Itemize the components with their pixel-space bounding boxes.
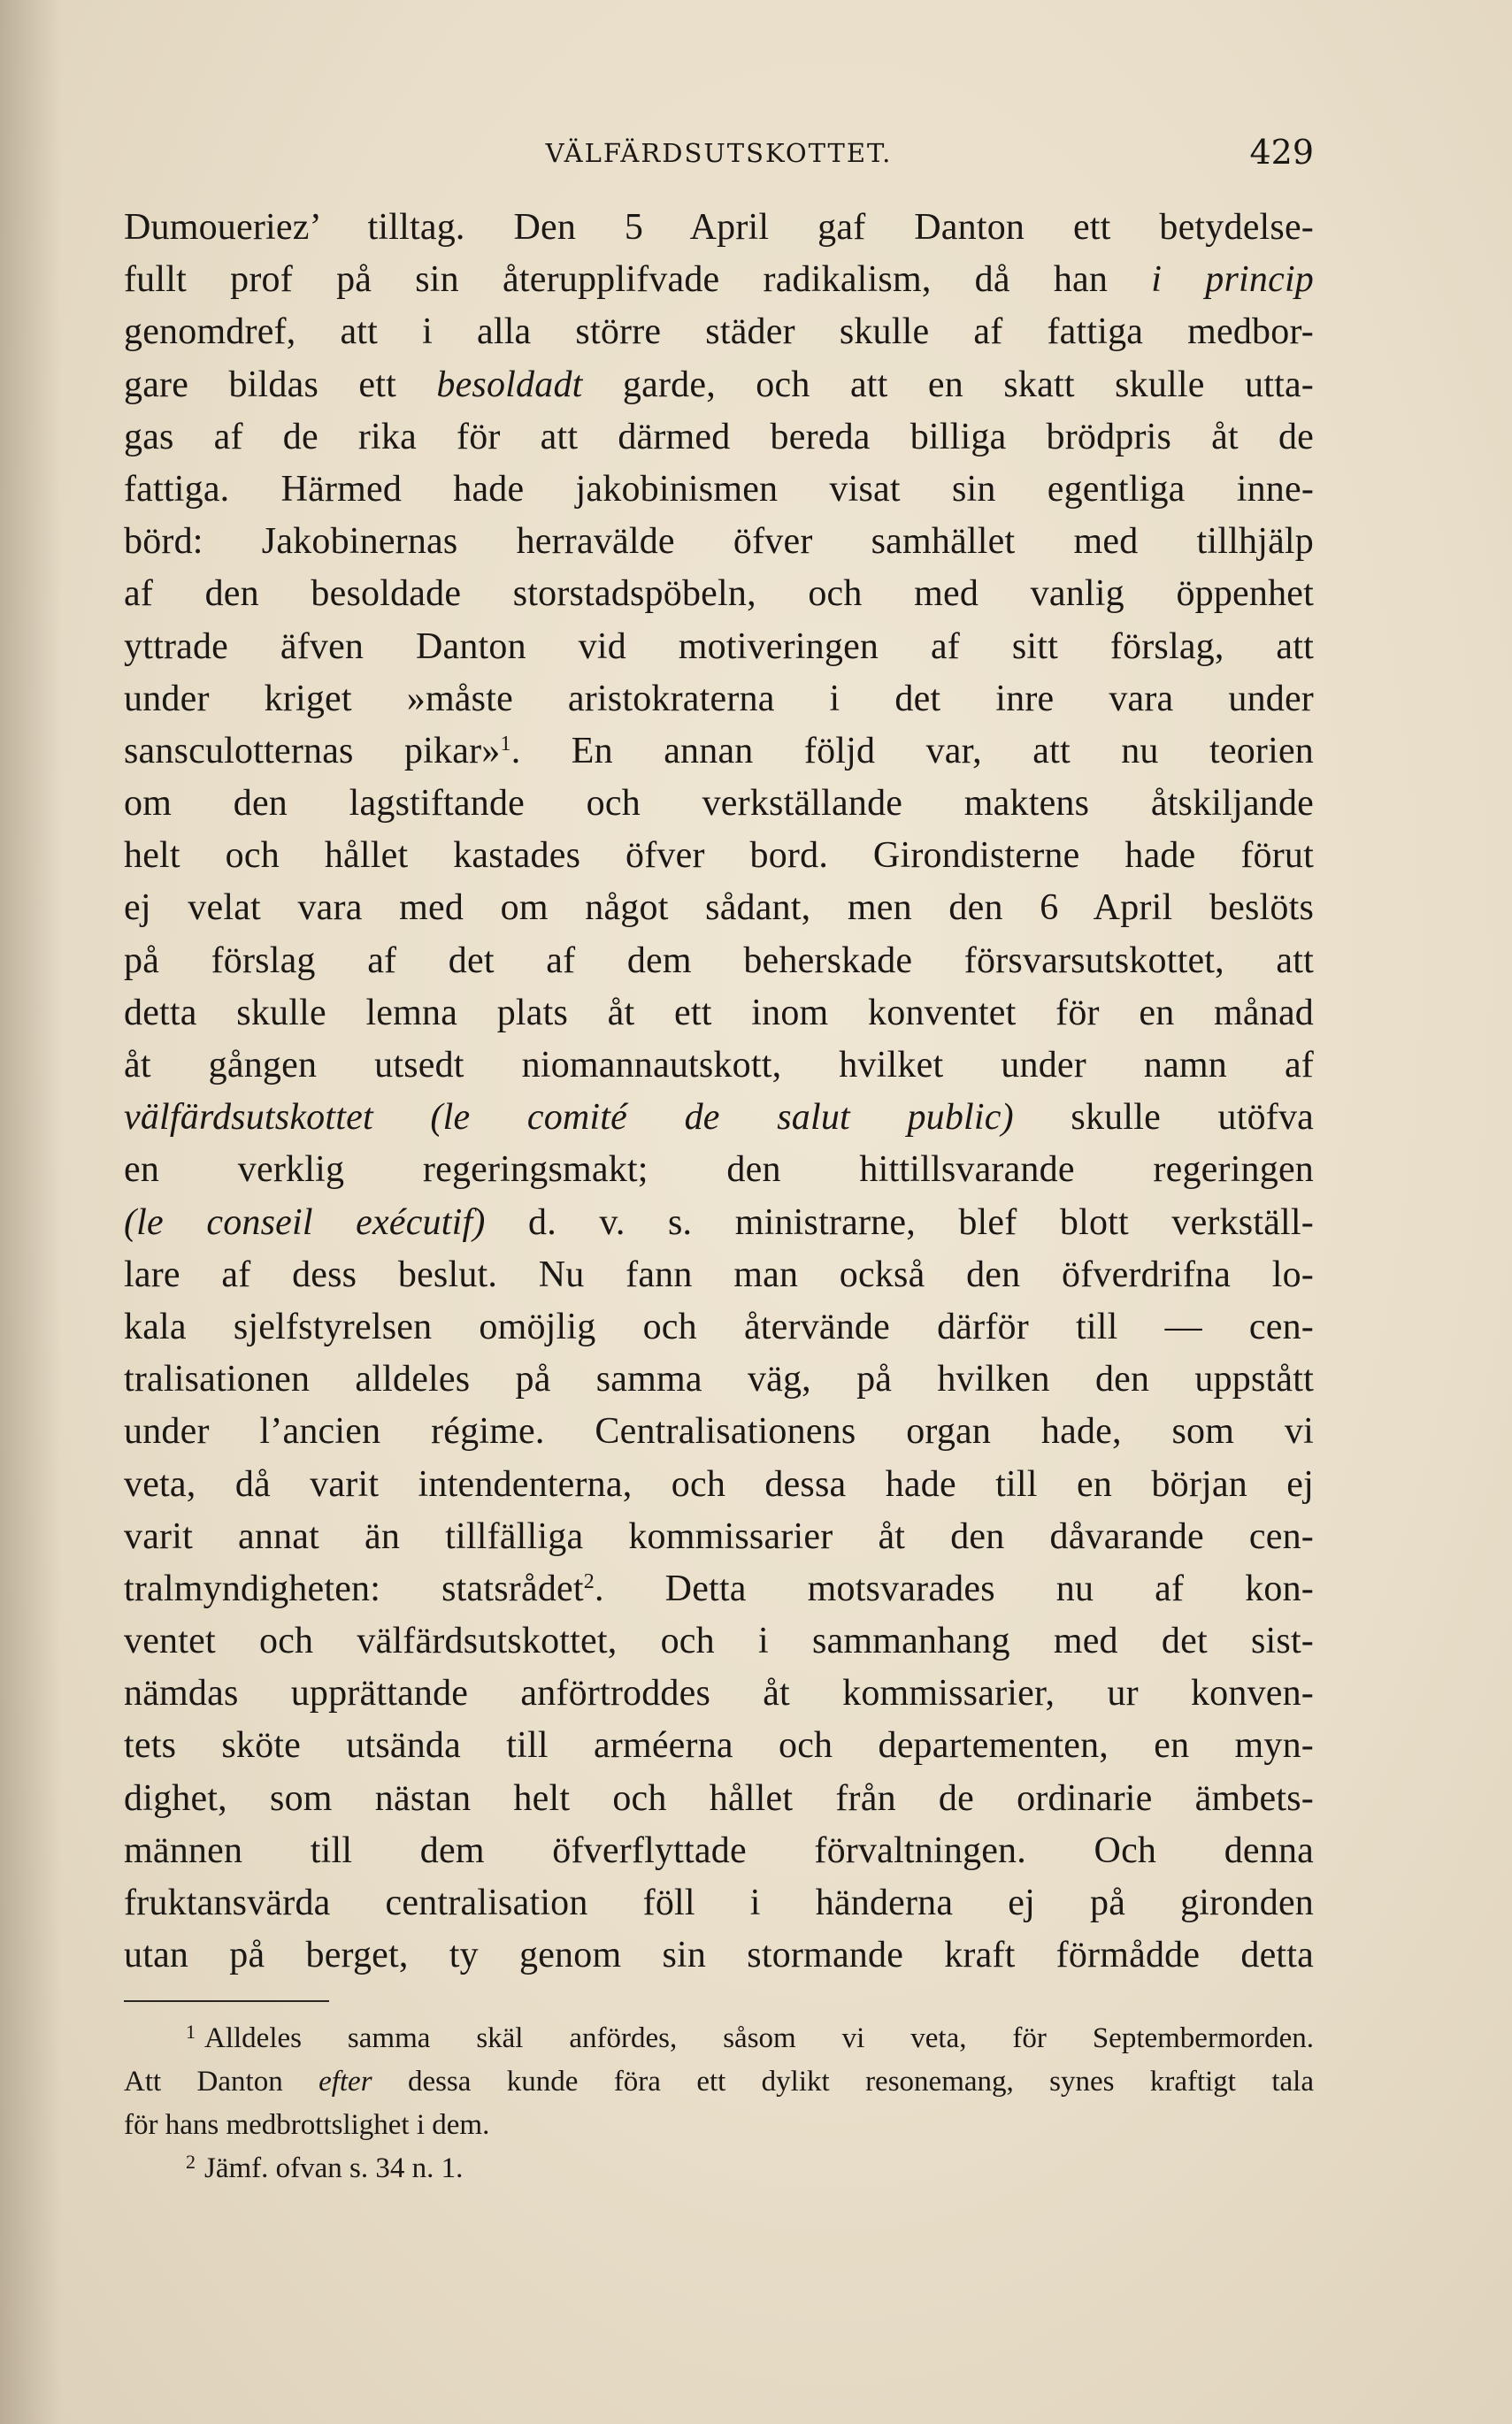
text-segment: börd: Jakobinernas herravälde öfver samhället med tillhjälp xyxy=(124,521,1314,563)
text-segment: d. v. s. ministrarne, blef blott verkställ- xyxy=(485,1201,1314,1243)
page-number: 429 xyxy=(1249,133,1314,172)
footnote-rule xyxy=(124,2000,329,2002)
text-line xyxy=(124,882,1314,934)
text-segment: på förslag af det af dem beherskade försvarsutskottet, att xyxy=(124,940,1314,981)
text-line xyxy=(124,306,1314,358)
text-line xyxy=(124,1511,1314,1563)
text-line xyxy=(124,1615,1314,1668)
text-segment: Alldeles samma skäl anfördes, såsom vi veta, för Septembermorden. xyxy=(204,2022,1314,2054)
text-segment: en verklig regeringsmakt; den hittillsvarande regeringen xyxy=(124,1149,1314,1191)
text-segment: utan på berget, ty genom sin stormande kraft förmådde detta xyxy=(124,1935,1314,1976)
text-line xyxy=(124,1459,1314,1511)
text-segment: Dumoueriez’ tilltag. Den 5 April gaf Danton ett betydelse- xyxy=(124,207,1314,248)
text-segment: garde, och att en skatt skulle utta- xyxy=(582,364,1314,405)
text-line xyxy=(124,830,1314,882)
running-head: VÄLFÄRDSUTSKOTTET. xyxy=(545,138,893,168)
text-line xyxy=(124,1929,1314,1982)
text-line xyxy=(124,1354,1314,1406)
text-line xyxy=(124,1249,1314,1301)
text-line xyxy=(124,1563,1314,1615)
text-segment: åt gången utsedt niomannautskott, hvilket under namn af xyxy=(124,1045,1314,1085)
text-line xyxy=(124,568,1314,620)
text-line xyxy=(124,1092,1314,1144)
italic-text: (le conseil exécutif) xyxy=(124,1201,486,1243)
footnote-mark: 1 xyxy=(186,2021,196,2043)
text-segment: dighet, som nästan helt och hållet från de ordinarie ämbets- xyxy=(124,1777,1314,1819)
text-segment: skulle utöfva xyxy=(1013,1097,1314,1139)
italic-text: välfärdsutskottet (le comité de salut public) xyxy=(124,1097,1014,1139)
text-segment: kala sjelfstyrelsen omöjlig och återvände därför till — cen- xyxy=(124,1306,1314,1347)
text-segment: genomdref, att i alla större städer skulle af fattiga medbor- xyxy=(124,311,1314,353)
footnote-mark: 2 xyxy=(186,2151,196,2173)
italic-text: efter xyxy=(319,2066,372,2098)
text-line xyxy=(124,464,1314,516)
text-segment: fullt prof på sin återupplifvade radikalism, då han xyxy=(124,259,1152,301)
text-segment: detta skulle lemna plats åt ett inom konventet för en månad xyxy=(124,992,1314,1033)
text-segment: om den lagstiftande och verkställande maktens åtskiljande xyxy=(124,783,1314,825)
text-segment: ventet och välfärdsutskottet, och i sammanhang med det sist- xyxy=(124,1621,1314,1662)
text-segment: lare af dess beslut. Nu fann man också den öfverdrifna lo- xyxy=(124,1254,1314,1295)
footnotes xyxy=(124,2017,1314,2190)
text-segment: fattiga. Härmed hade jakobinismen visat sin egentliga inne- xyxy=(124,468,1314,510)
text-line xyxy=(124,935,1314,987)
footnote-line xyxy=(124,2147,1314,2190)
text-segment: helt och hållet kastades öfver bord. Girondisterne hade förut xyxy=(124,835,1314,877)
text-segment: under l’ancien régime. Centralisationens organ hade, som vi xyxy=(124,1411,1314,1453)
text-segment: gare bildas ett xyxy=(124,364,437,405)
footnote-line xyxy=(124,2060,1314,2104)
text-line xyxy=(124,516,1314,568)
text-line xyxy=(124,778,1314,830)
text-segment: fruktansvärda centralisation föll i händerna ej på gironden xyxy=(124,1883,1314,1923)
text-segment: under kriget »måste aristokraterna i det inre vara under xyxy=(124,678,1314,719)
text-segment: ej velat vara med om något sådant, men den 6 April beslöts xyxy=(124,887,1314,929)
text-segment: gas af de rika för att därmed bereda billiga brödpris åt de xyxy=(124,416,1314,457)
text-line xyxy=(124,254,1314,306)
text-line xyxy=(124,987,1314,1039)
footnote-line xyxy=(124,2017,1314,2060)
text-segment: för hans medbrottslighet i dem. xyxy=(124,2109,490,2141)
text-segment: sansculotternas pikar» xyxy=(124,730,501,771)
text-line xyxy=(124,673,1314,725)
text-line xyxy=(124,1773,1314,1825)
text-segment: tralmyndigheten: statsrådet xyxy=(124,1568,584,1609)
text-segment: männen till dem öfverflyttade förvaltningen. Och denna xyxy=(124,1830,1314,1871)
text-segment: varit annat än tillfälliga kommissarier åt den dåvarande cen- xyxy=(124,1515,1314,1557)
text-segment: tralisationen alldeles på samma väg, på hvilken den uppstått xyxy=(124,1359,1314,1400)
text-line xyxy=(124,1197,1314,1249)
italic-text: i princip xyxy=(1151,259,1315,301)
text-line xyxy=(124,1877,1314,1929)
text-segment: yttrade äfven Danton vid motiveringen af sitt förslag, att xyxy=(124,625,1314,667)
text-segment: . Detta motsvarades nu af kon- xyxy=(594,1568,1314,1609)
text-line xyxy=(124,1406,1314,1458)
footnote-reference: 1 xyxy=(500,732,511,756)
text-line xyxy=(124,1720,1314,1772)
page-header xyxy=(124,131,1314,177)
body-text xyxy=(124,202,1314,1982)
footnote-line xyxy=(124,2104,1314,2147)
text-line xyxy=(124,411,1314,464)
text-segment: dessa kunde föra ett dylikt resonemang, synes kraftigt tala xyxy=(372,2066,1314,2098)
text-line xyxy=(124,1039,1314,1092)
text-line xyxy=(124,1301,1314,1354)
text-segment: nämdas upprättande anförtroddes åt kommissarier, ur konven- xyxy=(124,1673,1314,1714)
text-line xyxy=(124,1144,1314,1196)
text-segment: tets sköte utsända till arméerna och departementen, en myn- xyxy=(124,1725,1314,1767)
text-line xyxy=(124,202,1314,254)
italic-text: besoldadt xyxy=(436,364,583,405)
text-segment: . En annan följd var, att nu teorien xyxy=(510,730,1314,771)
text-segment: af den besoldade storstadspöbeln, och med vanlig öppenhet xyxy=(124,573,1314,615)
text-segment: Jämf. ofvan s. 34 n. 1. xyxy=(204,2152,464,2184)
text-line xyxy=(124,725,1314,778)
text-line xyxy=(124,359,1314,411)
footnote-reference: 2 xyxy=(583,1569,595,1593)
text-line xyxy=(124,1825,1314,1877)
text-line xyxy=(124,1668,1314,1720)
text-line xyxy=(124,621,1314,673)
text-segment: Att Danton xyxy=(124,2066,319,2098)
text-segment: veta, då varit intendenterna, och dessa hade till en början ej xyxy=(124,1463,1314,1505)
